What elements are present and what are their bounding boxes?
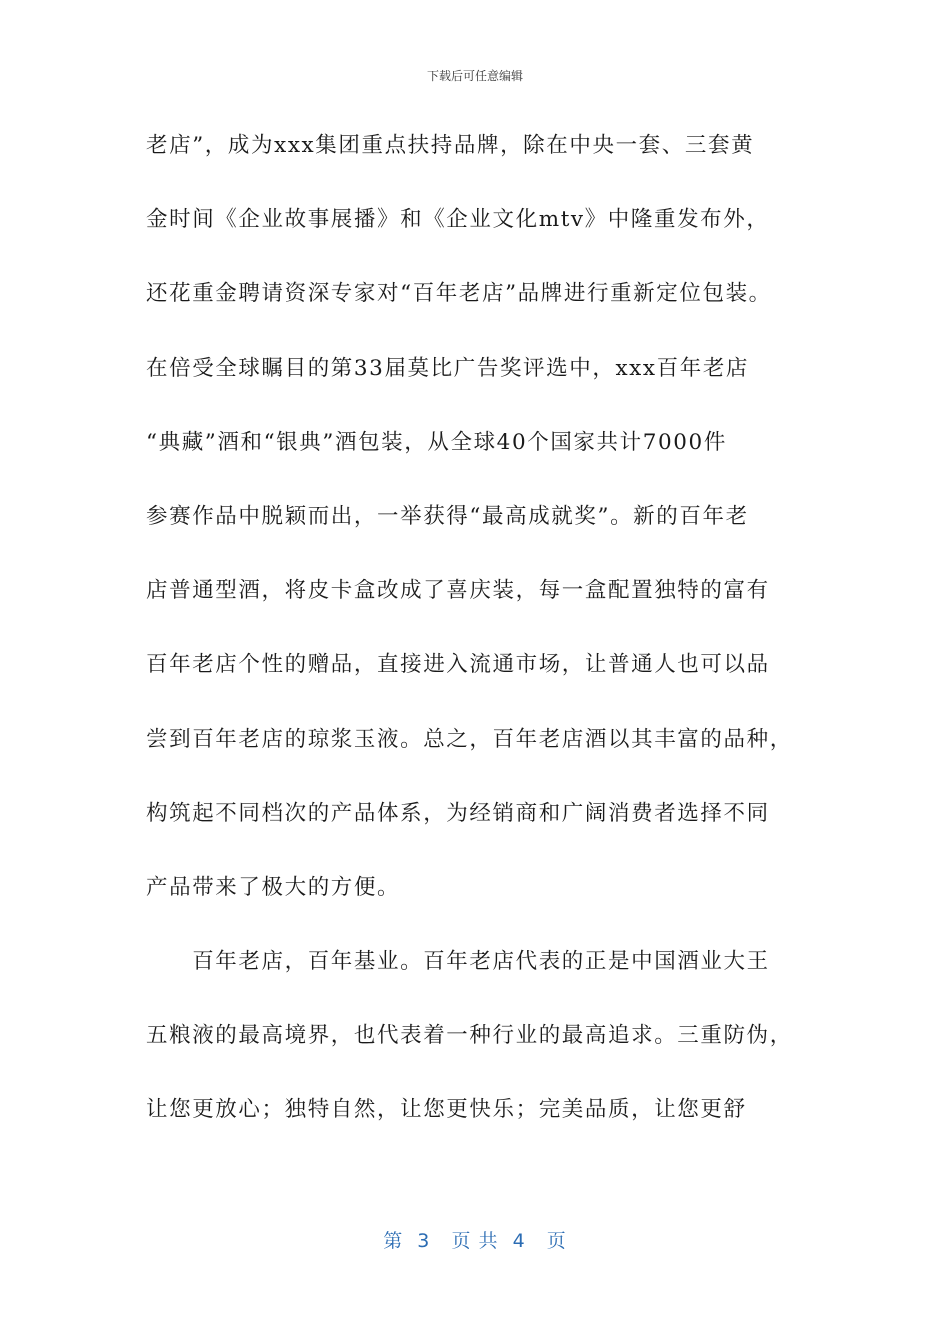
header-note: 下载后可任意编辑 xyxy=(426,69,523,83)
page-number-footer: 第 3 页 共 4 页 xyxy=(383,1230,567,1252)
text-line: 让您更放心；独特自然，让您更快乐；完美品质，让您更舒 xyxy=(146,1097,747,1123)
text-line: 参赛作品中脱颖而出，一举获得“最高成就奖”。新的百年老 xyxy=(146,503,749,529)
text-line: 百年老店，百年基业。百年老店代表的正是中国酒业大王 xyxy=(146,949,770,975)
text-line: 金时间《企业故事展播》和《企业文化mtv》中隆重发布外， xyxy=(146,207,770,233)
text-line: 店普通型酒，将皮卡盒改成了喜庆装，每一盒配置独特的富有 xyxy=(146,578,770,604)
text-line: 五粮液的最高境界，也代表着一种行业的最高追求。三重防伪， xyxy=(146,1023,793,1049)
text-line: 百年老店个性的赠品，直接进入流通市场，让普通人也可以品 xyxy=(146,652,770,678)
text-line: 构筑起不同档次的产品体系，为经销商和广阔消费者选择不同 xyxy=(146,800,770,826)
text-line: 产品带来了极大的方便。 xyxy=(146,874,401,900)
text-line: 老店”，成为xxx集团重点扶持品牌，除在中央一套、三套黄 xyxy=(146,133,755,158)
text-line: 在倍受全球瞩目的第33届莫比广告奖评选中，xxx百年老店 xyxy=(146,355,750,381)
text-line: “典藏”酒和“银典”酒包装，从全球40个国家共计7000件 xyxy=(146,429,727,455)
document-body xyxy=(146,126,826,1165)
text-line: 还花重金聘请资深专家对“百年老店”品牌进行重新定位包装。 xyxy=(146,281,772,307)
text-line: 尝到百年老店的琼浆玉液。总之，百年老店酒以其丰富的品种， xyxy=(146,726,793,752)
